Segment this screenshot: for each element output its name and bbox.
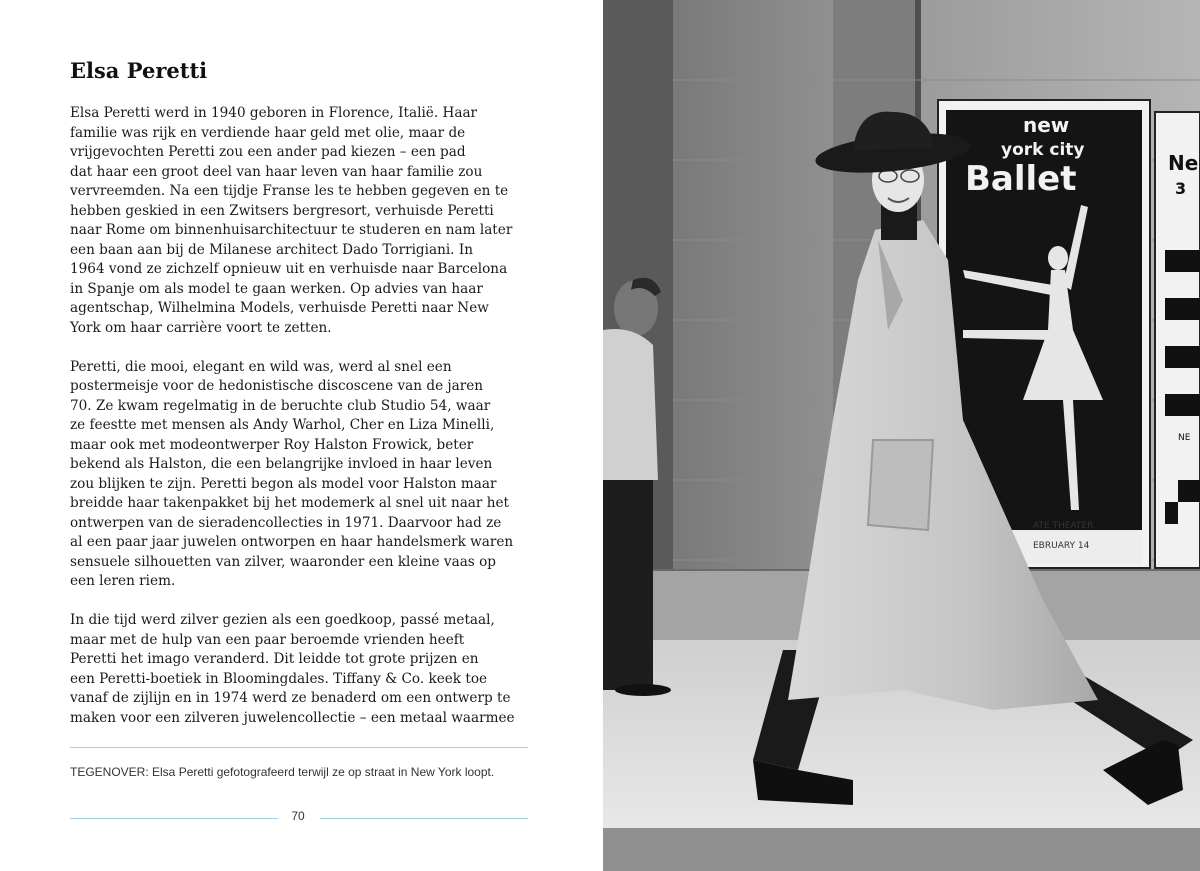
text-line: een Peretti-boetiek in Bloomingdales. Tiffany & Co. keek toe bbox=[70, 670, 488, 687]
text-line: York om haar carrière voort te zetten. bbox=[70, 319, 332, 336]
text-line: maken voor een zilveren juwelencollectie – een metaal waarmee bbox=[70, 709, 515, 726]
text-line: al een paar jaar juwelen ontworpen en haar handelsmerk waren bbox=[70, 534, 514, 550]
text-line: familie was rijk en verdiende haar geld met olie, maar de bbox=[70, 124, 466, 141]
paragraph-3 bbox=[70, 611, 538, 728]
text-line: een leren riem. bbox=[70, 573, 176, 589]
text-line: Peretti, die mooi, elegant en wild was, werd al snel een bbox=[70, 358, 452, 375]
text-line: vervreemden. Na een tijdje Franse les te hebben gegeven en te bbox=[70, 183, 509, 199]
text-line: vanaf de zijlijn en in 1974 werd ze benaderd om een ontwerp te bbox=[70, 690, 511, 706]
paragraph-1 bbox=[70, 104, 538, 338]
text-line: Elsa Peretti werd in 1940 geboren in Florence, Italië. Haar bbox=[70, 105, 478, 121]
text-line: een baan aan bij de Milanese architect Dado Torrigiani. In bbox=[70, 241, 473, 258]
photo-caption: TEGENOVER: Elsa Peretti gefotografeerd terwijl ze op straat in New York loopt. bbox=[70, 765, 495, 779]
paragraph-gap bbox=[70, 592, 538, 612]
footer-rule-right bbox=[320, 818, 528, 819]
text-line: 70. Ze kwam regelmatig in de beruchte club Studio 54, waar bbox=[70, 397, 491, 414]
text-line: In die tijd werd zilver gezien als een goedkoop, passé metaal, bbox=[70, 612, 495, 628]
text-line: zou blijken te zijn. Peretti begon als model voor Halston maar bbox=[70, 475, 497, 492]
text-line: Peretti het imago veranderd. Dit leidde tot grote prijzen en bbox=[70, 651, 479, 667]
text-line: 1964 vond ze zichzelf opnieuw uit en verhuisde naar Barcelona bbox=[70, 261, 508, 277]
text-line: bekend als Halston, die een belangrijke invloed in haar leven bbox=[70, 456, 493, 472]
page-number: 70 bbox=[291, 809, 305, 823]
paragraph-2 bbox=[70, 358, 538, 592]
photo-woman-walking bbox=[603, 0, 1200, 871]
text-line: sensuele silhouetten van zilver, waaronder een kleine vaas op bbox=[70, 553, 496, 570]
page-title: Elsa Peretti bbox=[70, 58, 208, 83]
text-line: hebben geskied in een Zwitsers bergresort, verhuisde Peretti bbox=[70, 202, 494, 219]
second-poster bbox=[1155, 112, 1200, 568]
poster-text-york-city: york city bbox=[1001, 140, 1085, 160]
footer-rule-left bbox=[70, 818, 278, 819]
text-line: maar met de hulp van een paar beroemde vrienden heeft bbox=[70, 631, 465, 648]
text-line: vrijgevochten Peretti zou een ander pad kiezen – een pad bbox=[70, 144, 466, 160]
poster-2-text-footer: NE bbox=[1178, 433, 1191, 443]
caption-divider bbox=[70, 747, 528, 748]
text-line: in Spanje om als model te gaan werken. Op advies van haar bbox=[70, 280, 483, 297]
poster-text-ballet: Ballet bbox=[965, 159, 1077, 199]
text-line: postermeisje voor de hedonistische discoscene van de jaren bbox=[70, 378, 484, 394]
body-text bbox=[70, 104, 538, 728]
poster-2-text-ne: Ne bbox=[1168, 151, 1199, 175]
poster-text-theater: ATE THEATER bbox=[1033, 521, 1094, 531]
text-line: agentschap, Wilhelmina Models, verhuisde Peretti naar New bbox=[70, 300, 489, 316]
text-line: maar ook met modeontwerper Roy Halston Frowick, beter bbox=[70, 436, 474, 453]
poster-text-new: new bbox=[1023, 113, 1070, 137]
text-line: ze feestte met mensen als Andy Warhol, Cher en Liza Minelli, bbox=[70, 417, 495, 433]
text-line: naar Rome om binnenhuisarchitectuur te studeren en nam later bbox=[70, 222, 513, 238]
text-line: ontwerpen van de sieradencollecties in 1971. Daarvoor had ze bbox=[70, 514, 502, 531]
text-line: dat haar een groot deel van haar leven van haar familie zou bbox=[70, 163, 483, 180]
poster-2-text-3: 3 bbox=[1175, 179, 1187, 198]
paragraph-gap bbox=[70, 338, 538, 358]
text-line: breidde haar takenpakket bij het modemerk al snel uit naar het bbox=[70, 495, 509, 511]
poster-text-date: EBRUARY 14 bbox=[1033, 541, 1090, 551]
